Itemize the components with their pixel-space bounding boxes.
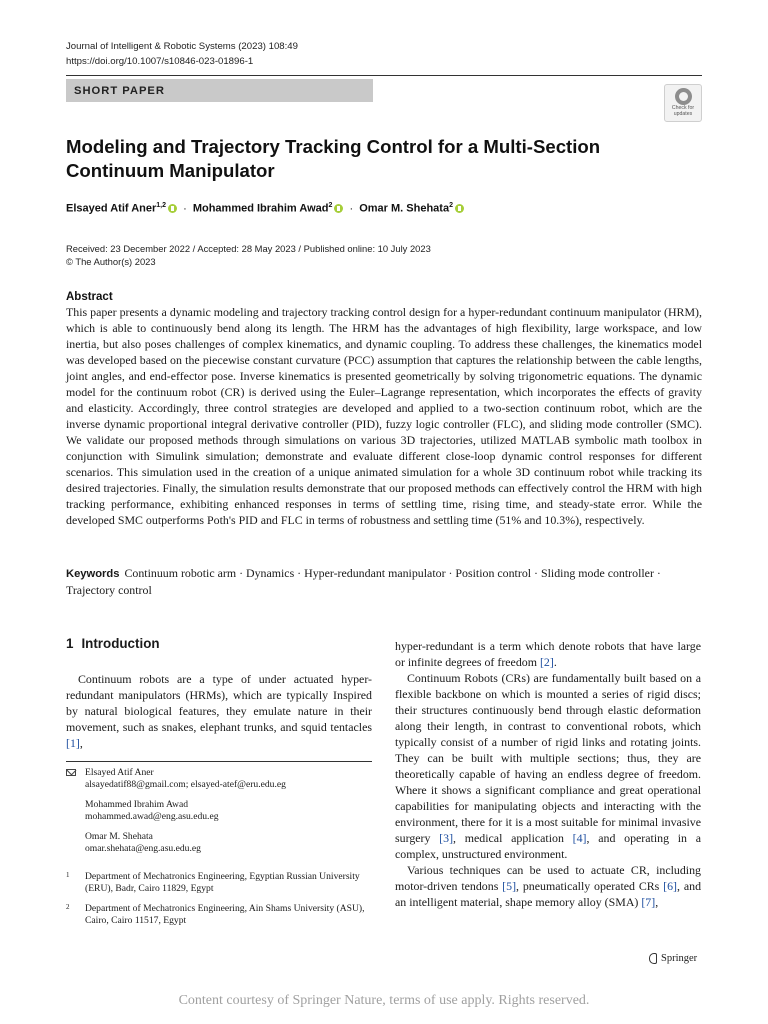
affiliation-item [66,871,372,895]
author-list [66,202,464,215]
author-name[interactable]: Omar M. Shehata [359,202,450,215]
history-dates: Received: 23 December 2022 / Accepted: 28 May 2023 / Published online: 10 July 2023 [66,243,431,254]
affiliation-number: 1 [66,871,70,879]
affiliation-item [66,903,372,927]
affiliation-text: Department of Mechatronics Engineering, Egyptian Russian University (ERU), Badr, Cairo 11829, Egypt [85,871,360,894]
author-affiliation-mark: 1,2 [156,202,167,209]
keywords-section [66,565,702,598]
article-type-banner [66,79,373,102]
abstract-text: This paper presents a dynamic modeling and trajectory tracking control design for a hyper-redundant continuum manipulator (HRM), which is able to continuously bend along its length. The HRM has the advantages of high flexibility, large workspace, and low inertia, but also poses challenges of complex kinematics, and dynamic coupling. To address these challenges, the kinematics model was developed based on the piecewise constant curvature (PCC) assumption that captures the relationship between the cable lengths, joint angles, and end-effector pose. Inverse kinematics is presented geometrically by solving trigonometric equations. The dynamic model for the continuum robot (CR) is derived using the Euler–Lagrange representation, which incorporates the effects of gravity and elasticity. Accordingly, three control strategies are developed and applied to a two-section continuum robot, which are the inverse dynamic proportional integral derivative controller (PID), fuzzy logic controller (FLC), and sliding mode controller (SMC). We validate our proposed methods through simulations on various 3D trajectories, utilized MATLAB symbolic math toolbox in conjunction with Simulink simulation; demonstrate and evaluate different close-loop dynamic control responses for different scenarios. This simulation used in the creation of a unique animated simulation for a whole 3D continuum robot while tracking its desired trajectories. Finally, the simulation results demonstrate that our proposed methods can effectively control the HRM with high tracking performance, exhibiting enhanced responses in terms of settling time, rising time, and steady-state error. While the developed SMC outperforms Poth's PID and FLC in terms of robustness and settling time (51% and 10.3%), respectively. [66,305,702,527]
author-name[interactable]: Elsayed Atif Aner [66,202,157,215]
author-contact [66,831,201,855]
copyright-line: © The Author(s) 2023 [66,256,156,267]
keywords-label: Keywords [66,568,120,580]
badge-line-2: updates [673,110,693,117]
contact-name: Elsayed Atif Aner [85,767,154,778]
section-heading-introduction [66,636,160,651]
citation-link[interactable]: [5] [502,879,517,893]
check-for-updates-badge[interactable] [664,84,702,122]
citation-link[interactable]: [7] [641,895,656,909]
citation-link[interactable]: [2] [539,655,554,669]
contact-email[interactable]: omar.shehata@eng.asu.edu.eg [85,843,201,854]
citation-link[interactable]: [1] [66,736,80,750]
content-courtesy-note: Content courtesy of Springer Nature, terms of use apply. Rights reserved. [178,993,590,1008]
contact-name: Omar M. Shehata [85,831,153,842]
abstract-section [66,291,702,528]
orcid-icon[interactable] [168,204,177,213]
keywords-list: Continuum robotic arm · Dynamics · Hyper-redundant manipulator · Position control · Sliding mode controller · Trajectory control [66,566,661,597]
publisher-logo [648,953,697,964]
author-separator: · [349,202,354,215]
citation-link[interactable]: [4] [572,831,587,845]
publication-dates [66,242,431,268]
springer-horse-icon [648,953,657,964]
right-column-body [395,638,701,910]
contact-email[interactable]: mohammed.awad@eng.asu.edu.eg [85,811,219,822]
author-contact [66,799,219,823]
affiliation-number: 2 [66,903,70,911]
intro-paragraph: Continuum robots are a type of under actuated hyper-redundant manipulators (HRMs), which are typically Inspired by natural biological features, they emulate nature in their movement, such as snakes, elephant trunks, and squid tentacles [1], [66,672,372,750]
corresponding-author-contact [66,767,286,791]
body-paragraph: hyper-redundant is a term which denote robots that have large or infinite degrees of freedom [2]. [395,639,701,669]
journal-header [66,40,298,69]
journal-doi-link[interactable]: https://doi.org/10.1007/s10846-023-01896-1 [66,55,254,67]
badge-line-1: Check for [671,105,695,111]
contact-email[interactable]: alsayedatif88@gmail.com; elsayed-atef@eru.edu.eg [85,779,286,790]
author-affiliation-mark: 2 [328,202,333,209]
author-name[interactable]: Mohammed Ibrahim Awad [192,202,329,215]
publisher-name: Springer [661,953,698,964]
contact-name: Mohammed Ibrahim Awad [85,799,189,810]
left-column-body [66,671,372,751]
citation-link[interactable]: [3] [439,831,454,845]
section-title: Introduction [81,636,160,651]
footnote-rule [66,761,372,762]
author-affiliation-mark: 2 [449,202,453,209]
orcid-icon[interactable] [334,204,343,213]
section-number: 1 [66,636,74,651]
check-for-updates-icon [675,88,692,105]
body-paragraph: Continuum Robots (CRs) are fundamentally built based on a flexible backbone on which is mounted a series of rigid discs; their structures continuously bend through elastic deformation along their length, in contrast to conventional robots, which typically consist of a number of rigid links and rotating joints. They can be built with multiple sections; thus, they are theoretically capable of having an endless degree of freedom. Where it shows a significant compliance and great operational capabilities for manipulating objects and interacting with the environment, there for it is a most suitable for minimal invasive surgery [3], medical application [4], and operating in a complex, unstructured environment. [395,671,701,861]
author-separator: · [183,202,187,215]
badge-text [672,106,694,117]
journal-citation: Journal of Intelligent & Robotic Systems (2023) 108:49 [66,41,298,52]
abstract-heading: Abstract [66,291,113,303]
paper-title: Modeling and Trajectory Tracking Control for a Multi-Section Continuum Manipulator [66,136,601,181]
orcid-icon[interactable] [455,204,464,213]
article-type-label: SHORT PAPER [74,84,165,97]
header-rule [66,75,702,76]
citation-link[interactable]: [6] [663,879,678,893]
affiliation-text: Department of Mechatronics Engineering, Ain Shams University (ASU), Cairo, Cairo 11517, Egypt [85,903,365,926]
envelope-icon [66,769,76,776]
body-paragraph: Various techniques can be used to actuate CR, including motor-driven tendons [5], pneumatically operated CRs [6], and an intelligent material, shape memory alloy (SMA) [7], [395,863,702,909]
